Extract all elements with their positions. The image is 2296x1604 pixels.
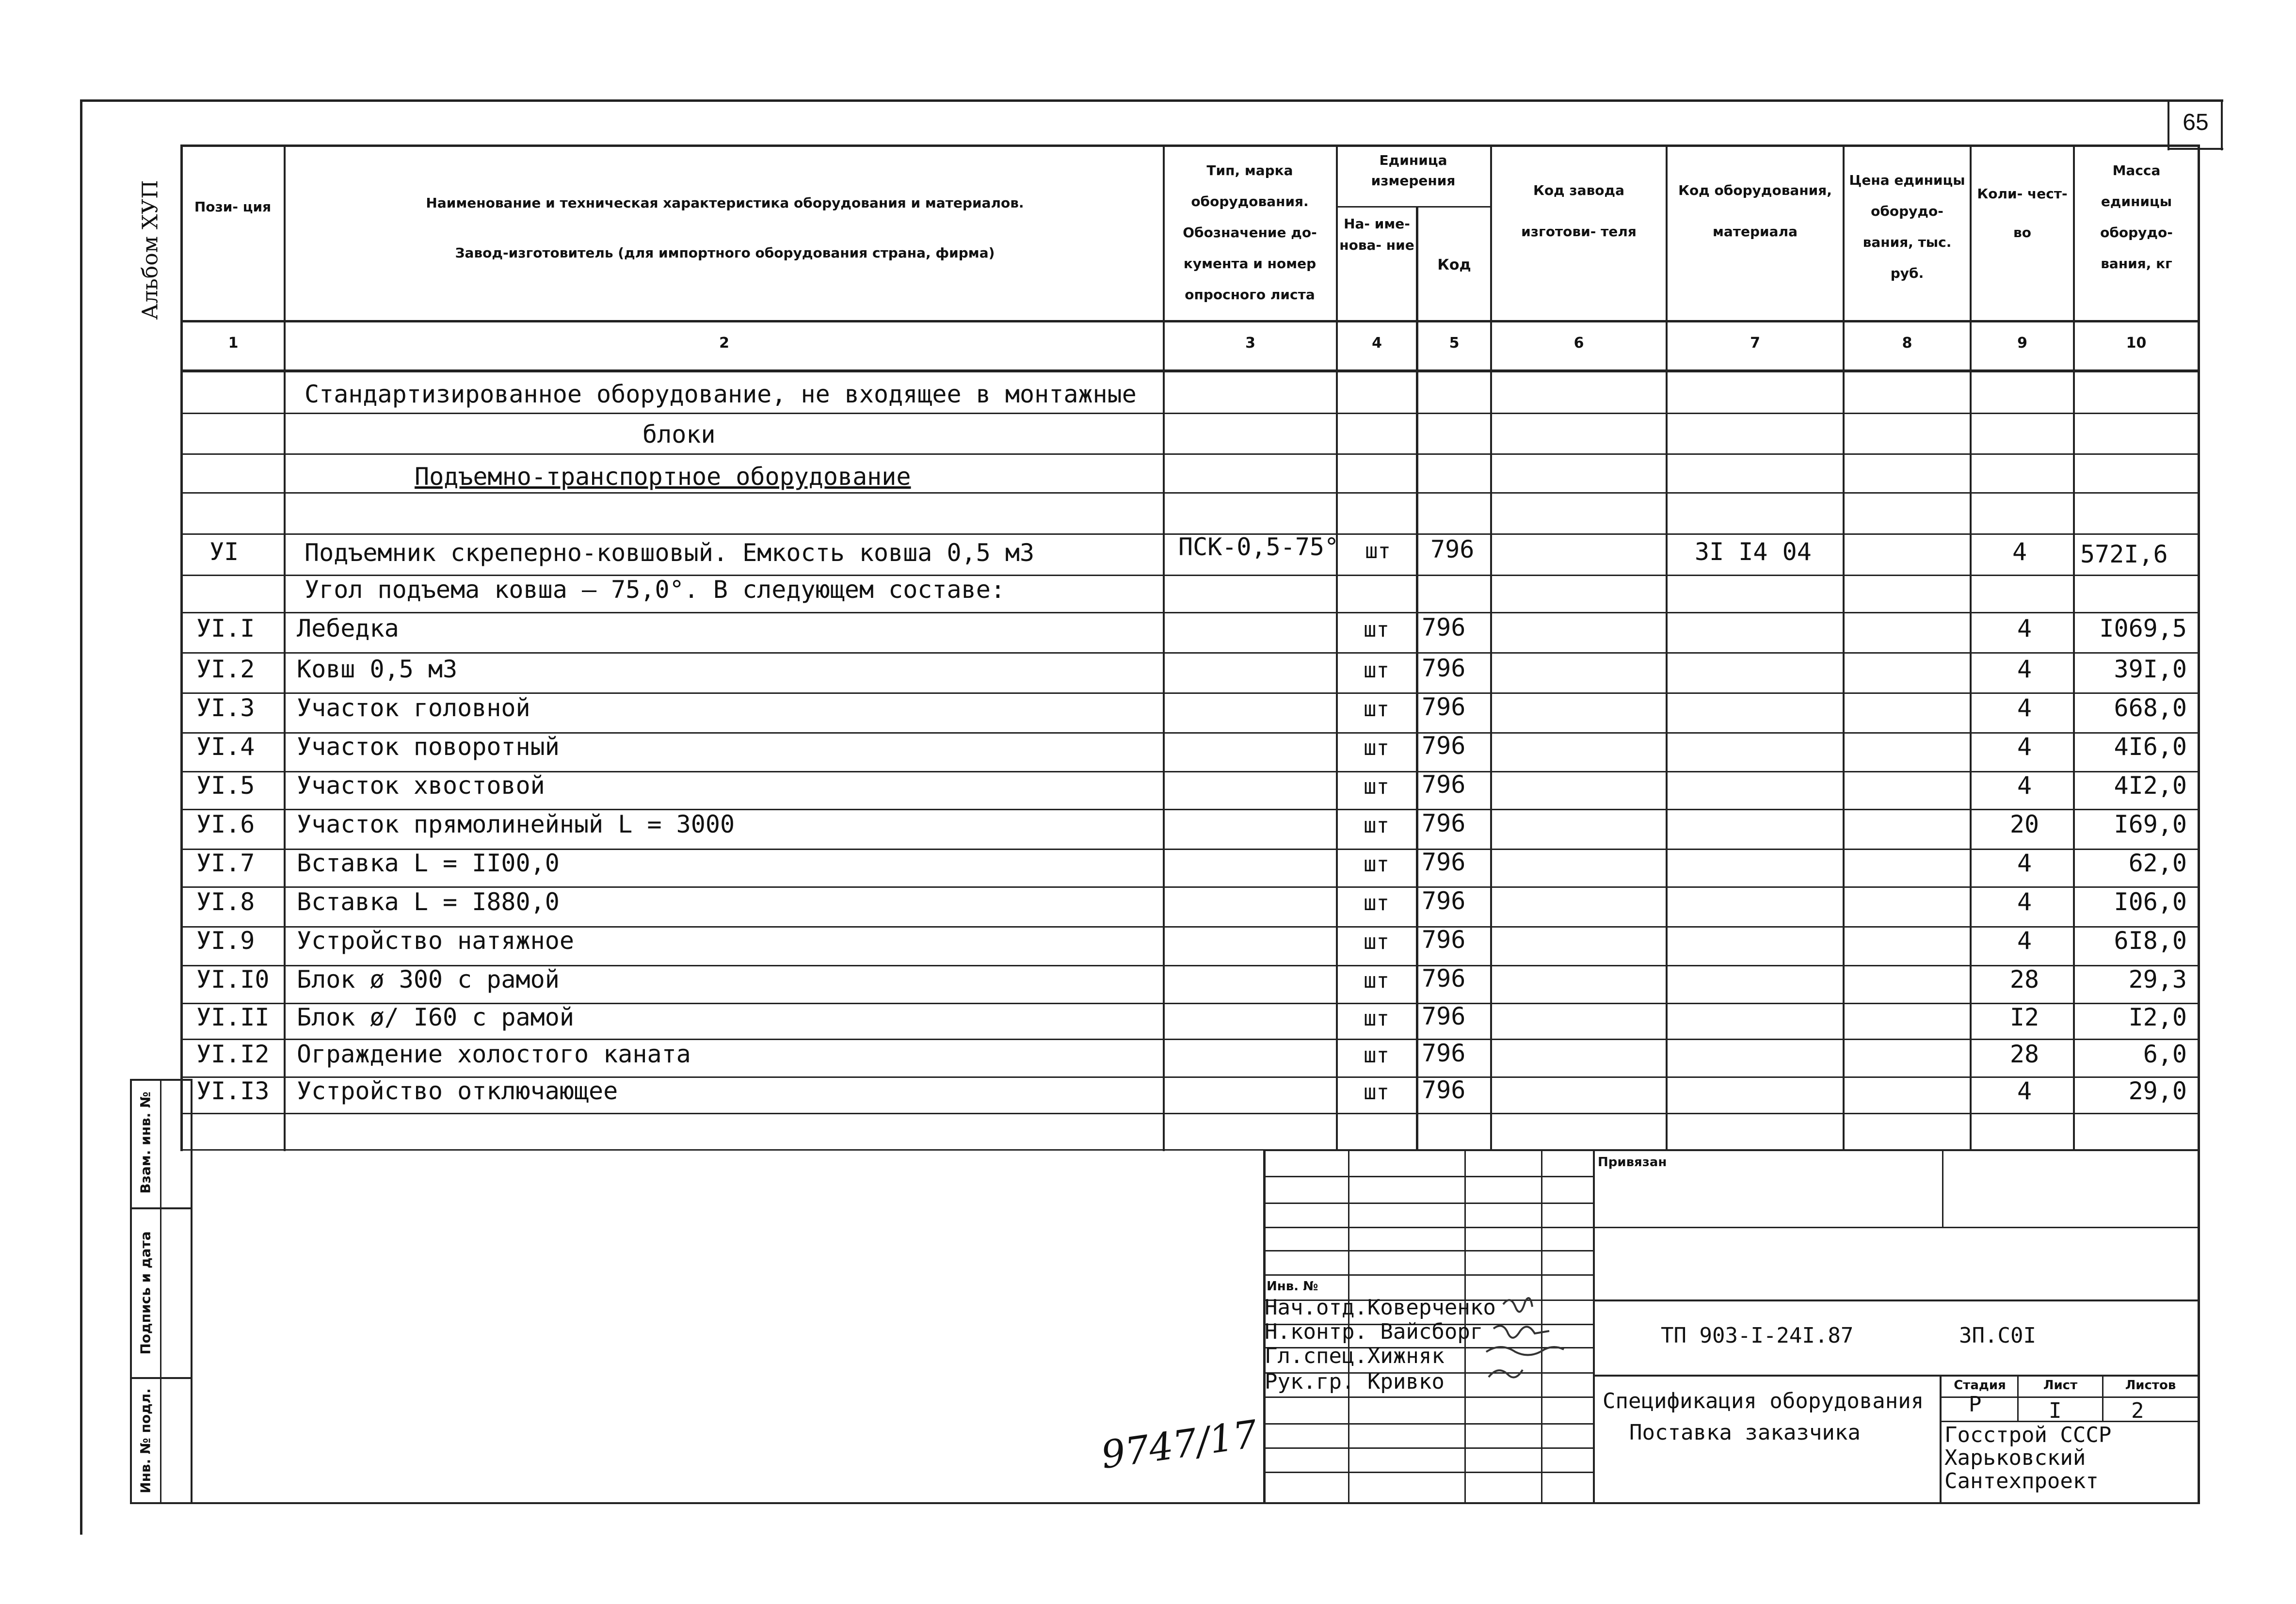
- row-name: Участок хвостовой: [297, 771, 545, 800]
- row-unit: шт: [1364, 813, 1389, 838]
- row-mass: 6,0: [2143, 1040, 2187, 1068]
- header-unit-code: Код: [1437, 257, 1471, 273]
- side-inv-orig: Инв. № подл.: [137, 1388, 154, 1493]
- row-name: Участок поворотный: [297, 733, 560, 761]
- col-num-10: 10: [2126, 335, 2147, 352]
- row-unit: шт: [1364, 891, 1389, 915]
- row-code: 796: [1422, 732, 1466, 760]
- row-qty: 4: [2017, 888, 2032, 916]
- doc-title-2: Поставка заказчика: [1629, 1420, 1861, 1445]
- header-position: Пози- ция: [194, 199, 272, 215]
- col-num-4: 4: [1372, 335, 1382, 352]
- row-pos: УI.I0: [196, 965, 270, 994]
- doc-code: ТП 903-I-24I.87: [1661, 1323, 1854, 1348]
- signatures: [1484, 1290, 1600, 1401]
- row-unit: шт: [1364, 736, 1389, 760]
- main-item-code: 796: [1430, 535, 1475, 563]
- header-type: Тип, марка оборудования. Обозначение до- кумента и номер опросного листа: [1183, 162, 1317, 303]
- stamp-inv-no: Инв. №: [1267, 1279, 1318, 1294]
- row-name: Ограждение холостого каната: [297, 1040, 691, 1068]
- row-mass: 62,0: [2128, 849, 2187, 877]
- header-mass: Масса единицы оборудо- вания, кг: [2100, 162, 2173, 272]
- row-code: 796: [1422, 848, 1466, 876]
- row-name: Ковш 0,5 м3: [297, 655, 458, 683]
- col-num-6: 6: [1573, 335, 1584, 352]
- row-mass: I69,0: [2114, 810, 2187, 838]
- row-code: 796: [1422, 1039, 1466, 1067]
- row-pos: УI.II: [196, 1003, 270, 1031]
- main-item-pos: УI: [209, 538, 239, 566]
- frame-top: [80, 99, 2223, 102]
- side-inv-repl: Взам. инв. №: [137, 1091, 154, 1194]
- row-name: Лебедка: [297, 614, 399, 642]
- row-pos: УI.2: [196, 655, 255, 683]
- header-name-line1: Наименование и техническая характеристика оборудования и материалов.: [426, 195, 1024, 211]
- row-pos: УI.6: [196, 810, 255, 838]
- sheets-label: Листов: [2125, 1378, 2176, 1393]
- row-unit: шт: [1364, 774, 1389, 799]
- row-name: Участок прямолинейный L = 3000: [297, 810, 735, 838]
- row-code: 796: [1422, 964, 1466, 993]
- row-mass: I06,0: [2114, 888, 2187, 916]
- row-pos: УI.7: [196, 849, 255, 877]
- header-material-code: Код оборудования, материала: [1678, 182, 1832, 240]
- row-code: 796: [1422, 693, 1466, 721]
- row-qty: 4: [2017, 771, 2032, 800]
- stamp-person-3: Гл.спец.Хижняк: [1265, 1344, 1445, 1368]
- org-line-1: Госстрой СССР: [1944, 1423, 2112, 1447]
- header-name-line2: Завод-изготовитель (для импортного оборудования страна, фирма): [455, 245, 995, 261]
- doc-mark: ЗП.С0I: [1959, 1323, 2036, 1348]
- page-number: 65: [2183, 110, 2209, 135]
- row-code: 796: [1422, 887, 1466, 915]
- stage-label: Стадия: [1954, 1378, 2006, 1393]
- header-unit: Единица измерения: [1371, 152, 1456, 189]
- row-qty: 4: [2017, 733, 2032, 761]
- row-pos: УI.I: [196, 614, 255, 642]
- row-qty: 20: [2009, 810, 2039, 838]
- org-line-2: Харьковский: [1944, 1445, 2086, 1470]
- org-line-3: Сантехпроект: [1944, 1469, 2099, 1493]
- section-line-2: блоки: [642, 420, 716, 449]
- col-num-9: 9: [2017, 335, 2027, 352]
- row-pos: УI.3: [196, 694, 255, 722]
- main-item-mass: 572I,6: [2080, 540, 2168, 568]
- row-unit: шт: [1364, 930, 1389, 954]
- row-name: Блок ø 300 с рамой: [297, 965, 560, 994]
- row-code: 796: [1422, 654, 1466, 682]
- row-unit: шт: [1364, 617, 1389, 642]
- sheet-value: I: [2049, 1398, 2062, 1423]
- row-code: 796: [1422, 1076, 1466, 1104]
- row-code: 796: [1422, 770, 1466, 799]
- header-factory-code: Код завода изготови- теля: [1521, 182, 1637, 240]
- row-name: Блок ø/ I60 с рамой: [297, 1003, 574, 1031]
- row-mass: 668,0: [2114, 694, 2187, 722]
- section-line-1: Стандартизированное оборудование, не входящее в монтажные: [305, 380, 1137, 408]
- row-mass: 4I6,0: [2114, 733, 2187, 761]
- row-code: 796: [1422, 1002, 1466, 1030]
- row-name: Вставка L = II00,0: [297, 849, 560, 877]
- row-qty: 4: [2017, 614, 2032, 642]
- col-num-2: 2: [719, 335, 729, 352]
- row-name: Вставка L = I880,0: [297, 888, 560, 916]
- row-pos: УI.I3: [196, 1077, 270, 1105]
- row-unit: шт: [1364, 1006, 1389, 1031]
- main-item-name: Подъемник скреперно-ковшовый. Емкость ковша 0,5 м3: [305, 539, 1035, 567]
- row-unit: шт: [1364, 1043, 1389, 1068]
- row-unit: шт: [1364, 697, 1389, 722]
- row-mass: I069,5: [2099, 614, 2187, 642]
- row-code: 796: [1422, 926, 1466, 954]
- row-qty: 4: [2017, 849, 2032, 877]
- album-label: Альбом ХУП: [138, 180, 163, 320]
- row-qty: I2: [2009, 1003, 2039, 1031]
- row-name: Участок головной: [297, 694, 530, 722]
- row-name: Устройство отключающее: [297, 1077, 618, 1105]
- row-qty: 4: [2017, 1077, 2032, 1105]
- row-qty: 4: [2017, 927, 2032, 955]
- row-pos: УI.I2: [196, 1040, 270, 1068]
- main-item-qty: 4: [2012, 538, 2027, 566]
- sheets-value: 2: [2131, 1398, 2144, 1423]
- col-num-1: 1: [228, 335, 239, 352]
- main-item-mat-code: 3I I4 04: [1695, 538, 1812, 566]
- row-pos: УI.5: [196, 771, 255, 800]
- row-mass: 29,3: [2128, 965, 2187, 994]
- row-qty: 4: [2017, 655, 2032, 683]
- row-qty: 4: [2017, 694, 2032, 722]
- row-qty: 28: [2009, 965, 2039, 994]
- frame-left: [80, 99, 82, 1535]
- row-qty: 28: [2009, 1040, 2039, 1068]
- header-unit-name: На- име- нова- ние: [1339, 216, 1414, 253]
- col-num-3: 3: [1245, 335, 1255, 352]
- row-unit: шт: [1364, 968, 1389, 993]
- stamp-person-1: Нач.отд.Коверченко: [1265, 1295, 1496, 1320]
- row-unit: шт: [1364, 658, 1389, 683]
- col-num-8: 8: [1902, 335, 1912, 352]
- row-code: 796: [1422, 809, 1466, 837]
- stamp-person-2: Н.контр. Вайсборг: [1265, 1319, 1483, 1344]
- header-quantity: Коли- чест- во: [1977, 186, 2068, 241]
- header-price: Цена единицы оборудо- вания, тыс. руб.: [1849, 172, 1965, 281]
- col-num-5: 5: [1449, 335, 1460, 352]
- main-item-unit: шт: [1365, 539, 1391, 563]
- row-mass: 6I8,0: [2114, 927, 2187, 955]
- row-unit: шт: [1364, 1080, 1389, 1105]
- handwritten-number: 9747/17: [1098, 1412, 1260, 1478]
- stage-value: Р: [1969, 1392, 1982, 1417]
- row-mass: 4I2,0: [2114, 771, 2187, 800]
- row-unit: шт: [1364, 852, 1389, 877]
- side-sign-date: Подпись и дата: [137, 1231, 154, 1355]
- row-pos: УI.4: [196, 733, 255, 761]
- row-pos: УI.8: [196, 888, 255, 916]
- row-mass: 39I,0: [2114, 655, 2187, 683]
- stamp-privyazan: Привязан: [1598, 1155, 1667, 1170]
- sheet-label: Лист: [2043, 1378, 2078, 1393]
- row-code: 796: [1422, 613, 1466, 642]
- frame-bottom: [131, 1502, 2198, 1504]
- col-num-7: 7: [1750, 335, 1760, 352]
- main-item-name-2: Угол подъема ковша – 75,0°. В следующем составе:: [305, 576, 1005, 604]
- doc-title-1: Спецификация оборудования: [1603, 1389, 1924, 1413]
- row-mass: 29,0: [2128, 1077, 2187, 1105]
- section-line-3: Подъемно-транспортное оборудование: [415, 463, 911, 491]
- stamp-person-4: Рук.гр. Кривко: [1265, 1369, 1445, 1394]
- row-mass: I2,0: [2128, 1003, 2187, 1031]
- row-name: Устройство натяжное: [297, 927, 574, 955]
- main-item-type: ПСК-0,5-75°: [1178, 533, 1339, 561]
- row-pos: УI.9: [196, 927, 255, 955]
